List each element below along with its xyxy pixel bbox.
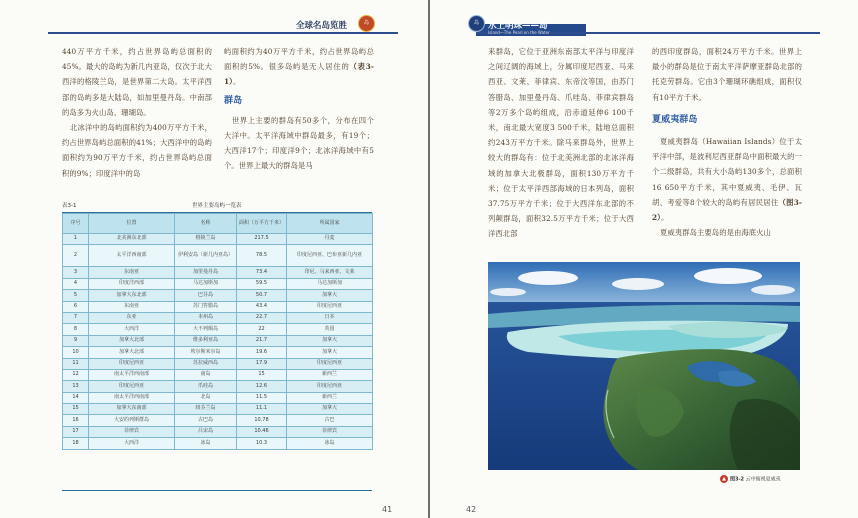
cell-name: 苏门答腊岛: [175, 301, 237, 312]
cell-country: 印度尼西亚: [287, 301, 373, 312]
cell-name: 冰岛: [175, 438, 237, 449]
chapter-badge-right: 岛: [468, 15, 485, 32]
cell-name: 伊利安岛（新几内亚岛）: [175, 245, 237, 267]
cell-index: 1: [63, 234, 89, 245]
cell-area: 11.5: [237, 392, 287, 403]
cell-name: 本州岛: [175, 312, 237, 323]
cell-location: 加拿大北部: [89, 335, 175, 346]
cell-area: 22.7: [237, 312, 287, 323]
cell-country: 新西兰: [287, 392, 373, 403]
cell-area: 10.78: [237, 415, 287, 426]
cell-name: 苏拉威西岛: [175, 358, 237, 369]
cell-index: 18: [63, 438, 89, 449]
col-header-name: 名称: [175, 214, 237, 234]
table-row: [63, 347, 373, 358]
cell-location: 印度尼西亚: [89, 381, 175, 392]
cell-location: 加拿大东南部: [89, 404, 175, 415]
header-rule: [48, 32, 398, 34]
paragraph: 来群岛，它位于亚洲东南部太平洋与印度洋之间辽阔的海域上，分属印度尼西亚、马来西亚、文莱、菲律宾、东帝汶等国，由苏门答腊岛、加里曼丹岛、爪哇岛、菲律宾群岛等2万多个岛屿组成，沿赤道延伸6 100千米，南北最大宽度3 500千米，陆地总面积约243万平方千米。除马来群岛外，世界上较大的群岛有：位于北美洲北部的北冰洋海域的加拿大北极群岛，面积130万平方千米；位于太平洋西部海域的日本列岛，面积37.75万平方千米；位于大西洋东北部的不列颠群岛，面积32.5万平方千米；位于大西洋西北部: [488, 47, 634, 239]
cell-location: 加拿大东北部: [89, 290, 175, 301]
cell-name: 巴芬岛: [175, 290, 237, 301]
cell-index: 7: [63, 312, 89, 323]
cell-index: 10: [63, 347, 89, 358]
paragraph: [652, 134, 802, 225]
cell-area: 19.6: [237, 347, 287, 358]
table-row: [63, 381, 373, 392]
cell-index: 3: [63, 267, 89, 278]
cell-index: 17: [63, 426, 89, 437]
paragraph-end: 。: [232, 77, 241, 87]
table-row: [63, 278, 373, 289]
chapter-badge: 岛: [358, 15, 375, 32]
cell-country: 加拿大: [287, 404, 373, 415]
col-header-location: 位置: [89, 214, 175, 234]
caption-number: 图3-2: [730, 476, 745, 483]
cell-location: 加拿大北部: [89, 347, 175, 358]
table-row: [63, 335, 373, 346]
table-row: [63, 234, 373, 245]
cell-country: 印度尼西亚、巴布亚新几内亚: [287, 245, 373, 267]
cell-country: 新西兰: [287, 369, 373, 380]
cell-name: 纽芬兰岛: [175, 404, 237, 415]
table-number: 表3-1: [62, 203, 77, 209]
cell-index: 11: [63, 358, 89, 369]
cell-location: 大西洋: [89, 438, 175, 449]
cell-index: 15: [63, 404, 89, 415]
photo-illustration: [488, 262, 800, 470]
paragraph: 440万平方千米，约占世界岛屿总面积的45%。最大的岛屿为新几内亚岛，仅次于北大西洋的格陵兰岛，是世界第二大岛。太平洋西部的岛屿多是大陆岛，如加里曼丹岛。中南部的岛多为火山岛、珊瑚岛。: [62, 47, 212, 117]
left-column-2: [224, 44, 374, 174]
table-bottom-rule: [62, 490, 372, 491]
cell-location: 大安的列斯群岛: [89, 415, 175, 426]
cell-area: 21.7: [237, 335, 287, 346]
table-row: [63, 245, 373, 267]
hawaii-aerial-photo: [488, 262, 800, 470]
cell-country: 印度尼西亚: [287, 381, 373, 392]
cell-name: 马达加斯加: [175, 278, 237, 289]
table-row: [63, 404, 373, 415]
right-page: [430, 0, 858, 518]
cell-country: 日本: [287, 312, 373, 323]
cell-area: 73.4: [237, 267, 287, 278]
section-heading-hawaii: 夏威夷群岛: [652, 114, 698, 125]
cell-location: 太平洋西南部: [89, 245, 175, 267]
table-row: [63, 415, 373, 426]
col-header-area: 面积（万平方千米）: [237, 214, 287, 234]
cell-location: 印度尼西亚: [89, 358, 175, 369]
cell-index: 9: [63, 335, 89, 346]
table-row: [63, 358, 373, 369]
paragraph: 的西印度群岛，面积24万平方千米。世界上最小的群岛是位于南太平洋萨摩亚群岛北部的托克劳群岛。它由3个珊瑚环礁组成，面积仅有10平方千米。: [652, 47, 802, 102]
caption-text: 云中俯视夏威夷: [745, 476, 781, 483]
cell-country: 古巴: [287, 415, 373, 426]
cell-name: 古巴岛: [175, 415, 237, 426]
cell-location: 北美洲东北部: [89, 234, 175, 245]
cell-area: 78.5: [237, 245, 287, 267]
paragraph-end: 。: [660, 213, 669, 223]
cell-area: 12.6: [237, 381, 287, 392]
cell-area: 10.46: [237, 426, 287, 437]
table-row: [63, 438, 373, 449]
cell-country: 英国: [287, 324, 373, 335]
cell-index: 12: [63, 369, 89, 380]
cell-name: 维多利亚岛: [175, 335, 237, 346]
paragraph: 夏威夷群岛主要岛的是由海底火山: [660, 228, 771, 238]
caption-marker-icon: ▲: [720, 475, 728, 483]
cell-area: 17.9: [237, 358, 287, 369]
paragraph: 北冰洋中的岛屿面积约为400万平方千米，约占世界岛屿总面积的41%；大西洋中的岛屿面积约为90万平方千米，约占世界岛屿总面积的9%；印度洋中的岛: [62, 123, 212, 178]
cell-location: 菲律宾: [89, 426, 175, 437]
cell-name: 埃尔斯米尔岛: [175, 347, 237, 358]
cell-country: 加拿大: [287, 335, 373, 346]
cell-index: 5: [63, 290, 89, 301]
right-column-1: [488, 44, 634, 242]
col-header-index: 序号: [63, 214, 89, 234]
table-row: [63, 290, 373, 301]
cell-name: 爪哇岛: [175, 381, 237, 392]
cell-index: 13: [63, 381, 89, 392]
cell-country: 冰岛: [287, 438, 373, 449]
left-column-1: [62, 44, 212, 181]
cell-name: 南岛: [175, 369, 237, 380]
table-row: [63, 392, 373, 403]
cell-index: 14: [63, 392, 89, 403]
cell-area: 50.7: [237, 290, 287, 301]
cell-name: 北岛: [175, 392, 237, 403]
page-number-right: 42: [466, 505, 477, 514]
page-number-left: 41: [382, 505, 393, 514]
cell-country: 印度尼西亚: [287, 358, 373, 369]
paragraph-text: 屿面积约为40万平方千米，约占世界岛屿总面积的5%。很多岛屿是无人居住的: [224, 47, 374, 72]
cell-location: 印度洋西部: [89, 278, 175, 289]
left-header-title: 全球名岛览胜: [296, 21, 348, 31]
cell-country: 印尼、马来西亚、文莱: [287, 267, 373, 278]
table-title: 世界主要岛屿一览表: [192, 203, 242, 209]
cell-index: 16: [63, 415, 89, 426]
cell-area: 15: [237, 369, 287, 380]
cell-country: 菲律宾: [287, 426, 373, 437]
cell-country: 丹麦: [287, 234, 373, 245]
cell-index: 8: [63, 324, 89, 335]
cell-area: 11.1: [237, 404, 287, 415]
islands-table: [62, 213, 373, 450]
cell-location: 南太平洋西南部: [89, 369, 175, 380]
cell-country: 加拿大: [287, 290, 373, 301]
cell-area: 217.5: [237, 234, 287, 245]
cell-location: 大西洋: [89, 324, 175, 335]
photo-caption: [720, 475, 781, 483]
cell-index: 4: [63, 278, 89, 289]
section-heading-archipelago: 群岛: [224, 95, 243, 106]
table-row: [63, 267, 373, 278]
col-header-country: 所属国家: [287, 214, 373, 234]
cell-name: 吕宋岛: [175, 426, 237, 437]
paragraph: 世界上主要的群岛有50多个，分布在四个大洋中。太平洋海域中群岛最多，有19个；大西洋17个；印度洋9个；北冰洋海域中有5个。世界上最大的群岛是马: [224, 115, 374, 171]
table-row: [63, 426, 373, 437]
right-column-2: [652, 44, 802, 240]
cell-name: 格陵兰岛: [175, 234, 237, 245]
table-row: [63, 324, 373, 335]
cell-area: 10.3: [237, 438, 287, 449]
cell-location: 东南亚: [89, 267, 175, 278]
cell-country: 马达加斯加: [287, 278, 373, 289]
paragraph: [224, 44, 374, 90]
cell-location: 东南亚: [89, 301, 175, 312]
table-ref[interactable]: （表3-1）: [224, 62, 374, 87]
table-header-row: [63, 214, 373, 234]
cell-name: 大不列颠岛: [175, 324, 237, 335]
table-row: [63, 369, 373, 380]
paragraph-text: 夏威夷群岛（Hawaiian Islands）位于太平洋中部，是波利尼西亚群岛中面积最大的一个二级群岛，共有大小岛屿130多个，总面积16 650平方千米，其中夏威夷、毛伊、瓦胡、考爱等8个较大的岛屿有居民居住: [652, 137, 802, 207]
right-header-subtitle: Island—The Pearl on the Water: [488, 30, 550, 35]
figure-ref[interactable]: （图3-2）: [652, 197, 802, 223]
cell-name: 加里曼丹岛: [175, 267, 237, 278]
cell-location: 东亚: [89, 312, 175, 323]
cell-index: 6: [63, 301, 89, 312]
cell-area: 43.4: [237, 301, 287, 312]
table-row: [63, 301, 373, 312]
right-header-title: 水上明珠——岛: [488, 21, 548, 31]
left-page: [0, 0, 428, 518]
cell-index: 2: [63, 245, 89, 267]
cell-country: 加拿大: [287, 347, 373, 358]
cell-area: 59.5: [237, 278, 287, 289]
cell-area: 22: [237, 324, 287, 335]
cell-location: 南太平洋西南部: [89, 392, 175, 403]
table-row: [63, 312, 373, 323]
